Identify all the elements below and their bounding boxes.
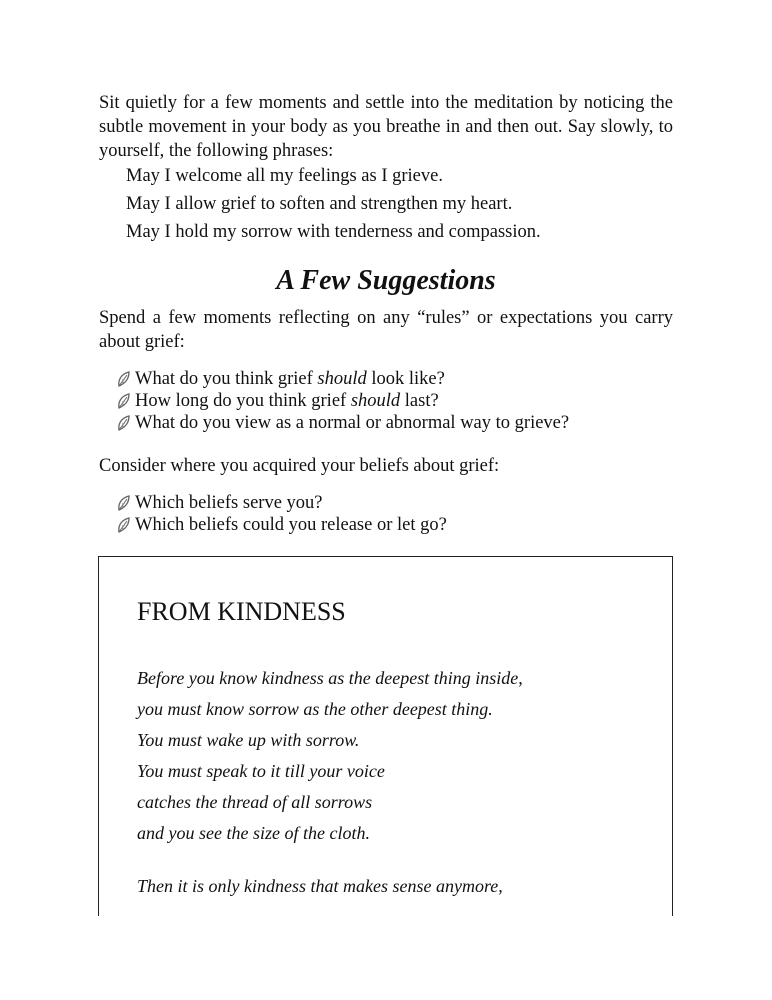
meditation-phrase: May I hold my sorrow with tenderness and compassion.	[126, 222, 541, 242]
poem-line: You must speak to it till your voice	[137, 761, 385, 781]
question-text: What do you view as a normal or abnormal way to grieve?	[135, 413, 570, 433]
list-item	[116, 492, 676, 514]
leaf-icon	[116, 392, 132, 410]
poem-title: FROM KINDNESS	[137, 597, 346, 626]
poem-line: catches the thread of all sorrows	[137, 792, 373, 812]
question-text: How long do you think grief should last?	[135, 391, 439, 411]
leaf-icon	[116, 414, 132, 432]
section-heading: A Few Suggestions	[276, 265, 496, 296]
list-item	[116, 390, 676, 412]
list-item	[116, 368, 676, 390]
intro-paragraph: Sit quietly for a few moments and settle into the meditation by noticing the subtle movement in your body as you breathe in and then out. Say slowly, to yourself, the following phrases:	[99, 93, 673, 161]
leaf-icon	[116, 516, 132, 534]
question-text: What do you think grief should look like?	[135, 369, 445, 389]
poem-stanza	[137, 871, 657, 902]
beliefs-questions	[116, 492, 676, 536]
reflection-questions	[116, 368, 676, 434]
poem-line: and you see the size of the cloth.	[137, 823, 370, 843]
question-text: Which beliefs could you release or let go?	[135, 515, 447, 535]
meditation-phrases	[126, 162, 666, 246]
poem-line: Then it is only kindness that makes sense anymore,	[137, 876, 503, 896]
meditation-phrase: May I welcome all my feelings as I grieve.	[126, 166, 443, 186]
list-item	[116, 412, 676, 434]
poem-line: you must know sorrow as the other deepest thing.	[137, 699, 493, 719]
poem-line: Before you know kindness as the deepest thing inside,	[137, 668, 523, 688]
meditation-phrase: May I allow grief to soften and strengthen my heart.	[126, 194, 513, 214]
question-text: Which beliefs serve you?	[135, 493, 323, 513]
poem-line: You must wake up with sorrow.	[137, 730, 360, 750]
leaf-icon	[116, 494, 132, 512]
beliefs-paragraph: Consider where you acquired your beliefs about grief:	[99, 456, 500, 476]
reflection-paragraph: Spend a few moments reflecting on any “rules” or expectations you carry about grief:	[99, 308, 673, 352]
leaf-icon	[116, 370, 132, 388]
poem-stanza	[137, 663, 657, 849]
poem-box	[98, 556, 673, 916]
list-item	[116, 514, 676, 536]
